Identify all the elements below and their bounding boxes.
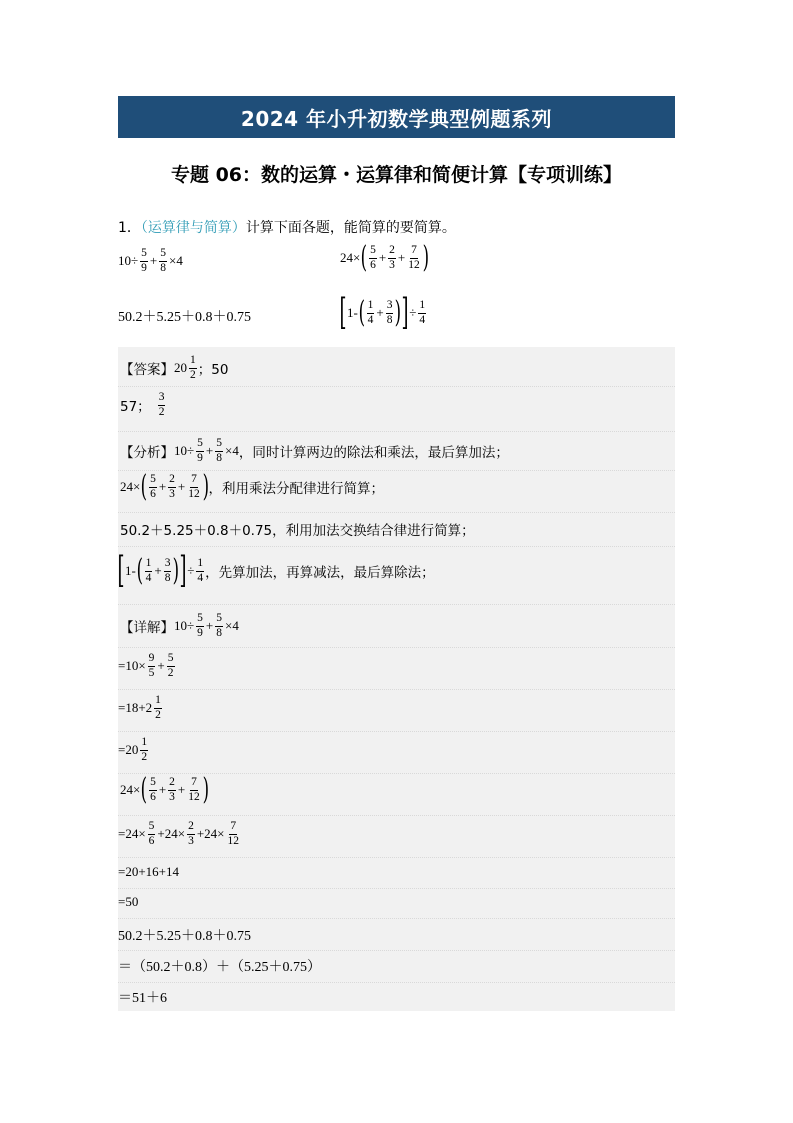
divider (118, 918, 675, 919)
question-number: 1． (118, 220, 141, 236)
answer-label: 【答案】 (120, 362, 174, 378)
series-title: 2024 年小升初数学典型例题系列 (240, 106, 553, 131)
divider (118, 950, 675, 951)
detail-step-5: =24× $\frac{5}{6}$ +24× $\frac{2}{3}$ +24× $\frac{7}{12}$ (118, 820, 240, 847)
answer-line-2-text: 57； (120, 399, 151, 415)
detail-step-7: =50 (118, 894, 139, 909)
answer-line-1: 【答案】 20 1 2 ；50 (120, 354, 229, 381)
analysis-text-1: ，同时计算两边的除法和乘法，最后算加法； (238, 445, 509, 461)
divider (118, 386, 675, 387)
analysis-label: 【分析】 (120, 445, 174, 461)
detail-step-1: =10× $\frac{9}{5}$ + $\frac{5}{2}$ (118, 652, 174, 679)
problem-3: 50.2＋5.25＋0.8＋0.75 (118, 310, 251, 325)
divider (118, 431, 675, 432)
detail-step-6: =20+16+14 (118, 864, 179, 879)
detail-label: 【详解】 (120, 620, 174, 636)
detail-step-4: 24× ( 5 6 + $\frac{2}{3}$ + $\frac{7}{12}$ ) (120, 772, 209, 807)
detail-step-3: =20 1 2 (118, 736, 148, 763)
divider (118, 888, 675, 889)
analysis-text-2: ，利用乘法分配律进行简算； (208, 481, 384, 497)
answer-separator: ；50 (197, 362, 229, 378)
divider (118, 604, 675, 605)
detail-step-8: 50.2＋5.25＋0.8＋0.75 (118, 929, 251, 944)
question-prompt: 计算下面各题，能简算的要简算。 (245, 220, 456, 236)
divider (118, 689, 675, 690)
divider (118, 470, 675, 471)
analysis-line-4: [ 1- ( 1 4 + $\frac{3}{8}$ ) ] ÷ $\frac{1}{4}$ ，先算加法，再算减法，最后算除法； (117, 550, 435, 591)
detail-line-1: 【详解】 10÷ $\frac{5}{9}$ + $\frac{5}{8}$ ×4 (120, 612, 239, 639)
analysis-line-2: 24× ( 5 6 + $\frac{2}{3}$ + $\frac{7}{12}$ ) ，利用乘法分配律进行简算； (120, 469, 384, 504)
problem-4: [ 1- ( 1 4 + $\frac{3}{8}$ ) ] ÷ $\frac{1}{4}$ (339, 292, 426, 333)
divider (118, 546, 675, 547)
analysis-line-1: 【分析】 10÷ $\frac{5}{9}$ + $\frac{5}{8}$ ×4 ，同时计算两边的除法和乘法，最后算加法； (120, 437, 509, 464)
detail-step-2: =18+2 1 2 (118, 694, 161, 721)
divider (118, 857, 675, 858)
series-banner (118, 96, 675, 138)
question-line (118, 217, 456, 237)
topic-title: 专题 06：数的运算・运算律和简便计算【专项训练】 (170, 164, 623, 186)
question-tag: （运算律与简算） (140, 220, 246, 236)
detail-step-9: ＝（50.2＋0.8）＋（5.25＋0.75） (118, 960, 321, 975)
problem-2: 24× ( 5 6 + $\frac{2}{3}$ + $\frac{7}{12}$ ) (340, 240, 429, 275)
analysis-line-3: 50.2＋5.25＋0.8＋0.75，利用加法交换结合律进行简算； (120, 523, 475, 539)
analysis-text-4: ，先算加法，再算减法，最后算除法； (205, 565, 435, 581)
divider (118, 731, 675, 732)
divider (118, 647, 675, 648)
answer-line-2: 57； 3 2 (120, 391, 165, 418)
divider (118, 815, 675, 816)
detail-step-10: ＝51＋6 (118, 991, 167, 1006)
divider (118, 982, 675, 983)
divider (118, 773, 675, 774)
problem-1: 10÷ $\frac{5}{9}$ + $\frac{5}{8}$ ×4 (118, 247, 183, 274)
divider (118, 512, 675, 513)
